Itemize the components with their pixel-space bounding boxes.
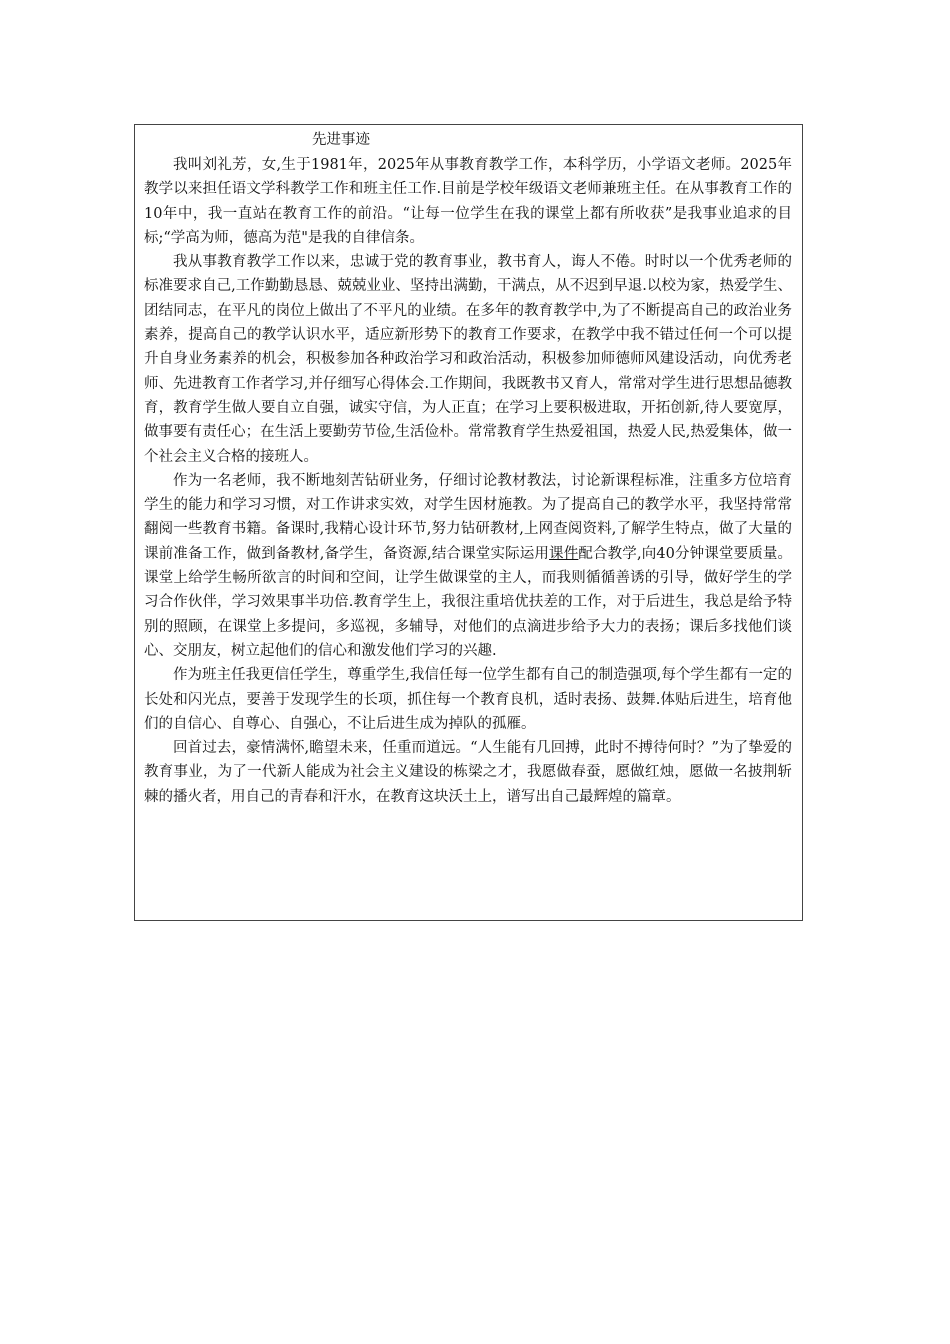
paragraph-teaching-part-1: 作为一名老师，我不断地刻苦钻研业务，仔细讨论教材教法，讨论新课程标准，注重多方位培育学生的能力和学习习惯，对工作讲求实效，对学生因材施教。为了提高自己的教学水平，我坚持常常翻阅一些教育书籍。备课时,我精心设计环节,努力钻研教材,上网查阅资料,了解学生特点，做了大量的课前准备工作，做到备教材,备学生，备资源,结合课堂实际运用 (144, 472, 792, 562)
paragraph-teaching-part-2: 配合教学,向40分钟课堂要质量。课堂上给学生畅所欲言的时间和空间，让学生做课堂的主人，而我则循循善诱的引导，做好学生的学习合作伙伴，学习效果事半功倍.教育学生上，我很注重培优扶差的工作，对于后进生，我总是给予特别的照顾，在课堂上多提问，多巡视，多辅导，对他们的点滴进步给予大力的表扬；课后多找他们谈心、交朋友，树立起他们的信心和激发他们学习的兴趣. (144, 545, 793, 659)
paragraph-closing: 回首过去，豪情满怀,瞻望未来，任重而道远。“人生能有几回搏，此时不搏待何时？”为了挚爱的教育事业，为了一代新人能成为社会主义建设的栋梁之才，我愿做春蚕，愿做红烛，愿做一名披荆斩棘的播火者，用自己的青春和汗水，在教育这块沃土上，谱写出自己最辉煌的篇章。 (144, 740, 792, 805)
paragraph-dedication: 我从事教育教学工作以来，忠诚于党的教育事业，教书育人，诲人不倦。时时以一个优秀老师的标准要求自己,工作勤勤恳恳、兢兢业业、坚持出满勤，干满点，从不迟到早退.以校为家，热爱学生、团结同志，在平凡的岗位上做出了不平凡的业绩。在多年的教育教学中,为了不断提高自己的政治业务素养，提高自己的教学认识水平，适应新形势下的教育工作要求，在教学中我不错过任何一个可以提升自身业务素养的机会，积极参加各种政治学习和政治活动，积极参加师德师风建设活动，向优秀老师、先进教育工作者学习,并仔细写心得体会.工作期间，我既教书又育人，常常对学生进行思想品德教育，教育学生做人要自立自强，诚实守信，为人正直；在学习上要积极进取，开拓创新,待人要宽厚，做事要有责任心；在生活上要勤劳节俭,生活俭朴。常常教育学生热爱祖国，热爱人民,热爱集体，做一个社会主义合格的接班人。 (144, 254, 792, 465)
paragraph-teaching (144, 469, 792, 663)
paragraph-intro: 我叫刘礼芳，女,生于1981年，2025年从事教育教学工作，本科学历，小学语文老师。2025年教学以来担任语文学科教学工作和班主任工作.目前是学校年级语文老师兼班主任。在从事教育工作的10年中，我一直站在教育工作的前沿。“让每一位学生在我的课堂上都有所收获”是我事业追求的目标;“学高为师，德高为范"是我的自律信条。 (144, 157, 792, 246)
document-frame (134, 124, 803, 921)
paragraph-head-teacher: 作为班主任我更信任学生，尊重学生,我信任每一位学生都有自己的制造强项,每个学生都有一定的长处和闪光点，要善于发现学生的长项，抓住每一个教育良机，适时表扬、鼓舞.体贴后进生，培育他们的自信心、自尊心、自强心，不让后进生成为掉队的孤雁。 (144, 667, 792, 732)
courseware-link[interactable]: 课件 (549, 545, 579, 562)
document-title: 先进事迹 (312, 132, 370, 148)
